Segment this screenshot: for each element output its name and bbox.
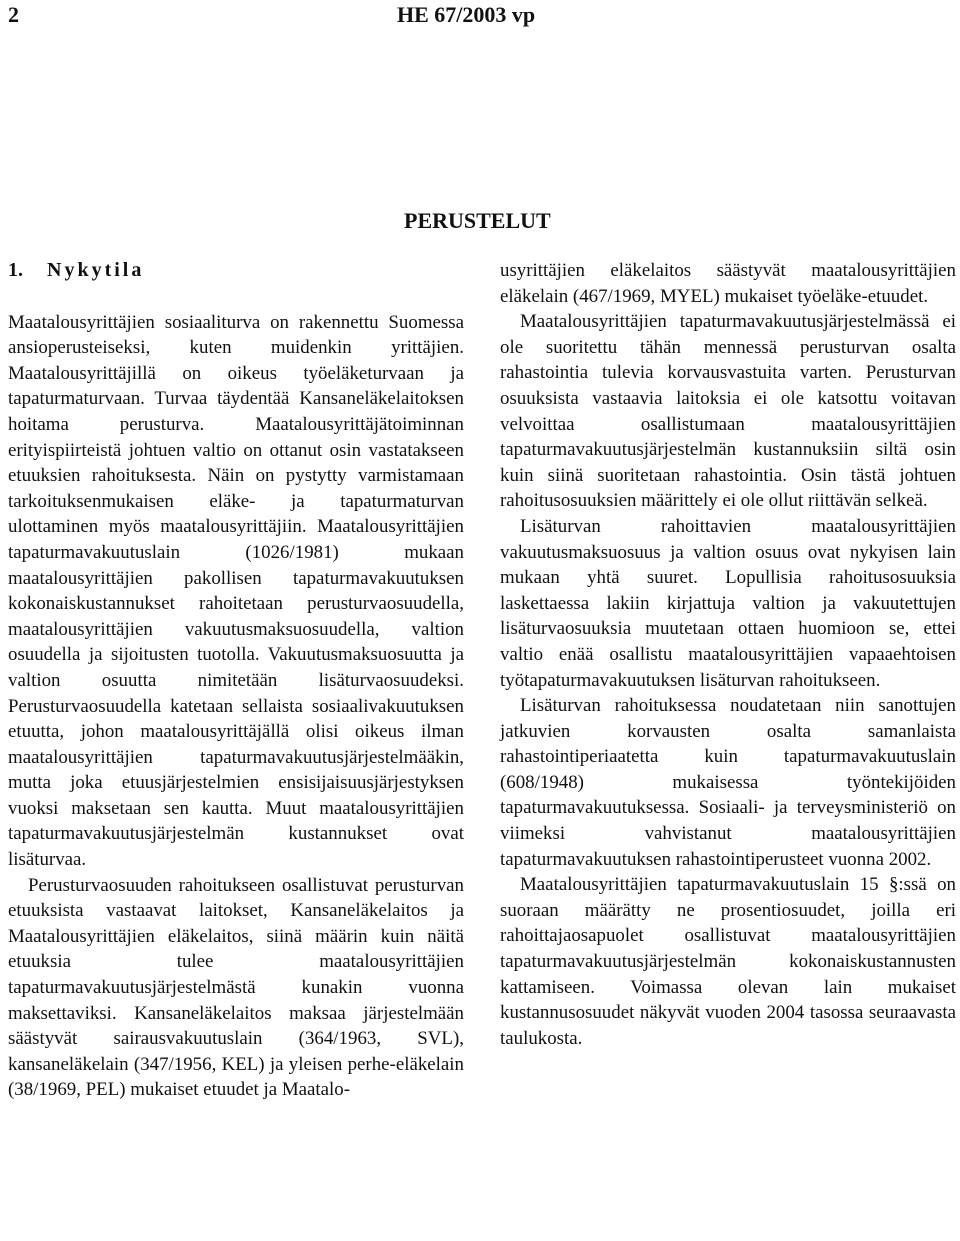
section-title: PERUSTELUT xyxy=(404,208,551,233)
paragraph: Maatalousyrittäjien tapaturmavakuutuslain 15 §:ssä on suoraan määrätty ne prosentiosuudet, joilla eri rahoittajaosapuolet osallistuvat maatalousyrittäjien tapaturmavakuutusjärjestelmän kokonaiskustannusten kattamiseen. Voimassa olevan lain mukaiset kustannusosuudet näkyvät vuoden 2004 tasossa seuraavasta taulukosta. xyxy=(500,874,956,1049)
paragraph: Maatalousyrittäjien sosiaaliturva on rakennettu Suomessa ansioperusteiseksi, kuten muidenkin yrittäjien. Maatalousyrittäjillä on oikeus työeläketurvaan ja tapaturmaturvaan. Turvaa täydentää Kansaneläkelaitoksen hoitama perusturva. Maatalousyrittäjätoiminnan erityispiirteistä johtuen valtio on ottanut osin vastatakseen etuuksien rahoituksesta. Näin on pystytty varmistamaan tarkoituksenmukaisen eläke- ja tapaturmaturvan ulottaminen myös maatalousyrittäjiin. Maatalousyrittäjien tapaturmavakuutuslain (1026/1981) mukaan maatalousyrittäjien pakollisen tapaturmavakuutuksen kokonaiskustannukset rahoitetaan perusturvaosuudella, maatalousyrittäjien vakuutusmaksuosuudella, valtion osuudella ja sijoitusten tuotolla. Vakuutusmaksuosuutta ja valtion osuutta nimitetään lisäturvaosuudeksi. Perusturvaosuudella katetaan sellaista sosiaalivakuutuksen etuutta, johon maatalousyrittäjällä olisi oikeus ilman maatalousyrittäjien tapaturmavakuutusjärjestelmääkin, mutta joka etuusjärjestelmien ensisijaisuusjärjestyksen vuoksi maksetaan sen kautta. Muut maatalousyrittäjien tapaturmavakuutusjärjestelmän kustannukset ovat lisäturvaa. xyxy=(8,311,464,871)
heading-text: Nykytila xyxy=(47,259,145,281)
paragraph: usyrittäjien eläkelaitos säästyvät maatalousyrittäjien eläkelain (467/1969, MYEL) mukaiset työeläke-etuudet. xyxy=(500,260,956,307)
document-id: HE 67/2003 vp xyxy=(397,2,536,27)
section-heading xyxy=(8,258,464,284)
paragraph: Lisäturvan rahoittavien maatalousyrittäjien vakuutusmaksuosuus ja valtion osuus ovat nykyisen lain mukaan yhtä suuret. Lopullisia rahoitusosuuksia laskettaessa lakiin kirjattuja valtion ja vakuutettujen lisäturvaosuuksia muutetaan ottaen huomioon se, ettei valtio enää osallistu maatalousyrittäjien vapaaehtoisen työtapaturmavakuutuksen lisäturvan rahoitukseen. xyxy=(500,515,956,691)
left-column xyxy=(8,258,464,1103)
heading-number: 1. xyxy=(8,259,23,281)
right-column xyxy=(500,258,956,1051)
paragraph: Lisäturvan rahoituksessa noudatetaan niin sanottujen jatkuvien korvausten osalta samanlaista rahastointiperiaatetta kuin tapaturmavakuutuslain (608/1948) mukaisessa työntekijöiden tapaturmavakuutuksessa. Sosiaali- ja terveysministeriö on viimeksi vahvistanut maatalousyrittäjien tapaturmavakuutuksen rahastointiperusteet vuonna 2002. xyxy=(500,695,956,870)
paragraph: Maatalousyrittäjien tapaturmavakuutusjärjestelmässä ei ole suoritettu tähän mennessä perusturvan osalta rahastointia tulevia korvausvastuita varten. Perusturvan osuuksista vastaavia laitoksia ei ole katsottu voitavan velvoittaa osallistumaan maatalousyrittäjien tapaturmavakuutusjärjestelmän kustannuksiin siltä osin kuin siinä suoritetaan rahastointia. Osin tästä johtuen rahoitusosuuksien määrittely ei ole ollut riittävän selkeä. xyxy=(500,311,956,512)
page-number: 2 xyxy=(8,2,19,27)
paragraph: Perusturvaosuuden rahoitukseen osallistuvat perusturvan etuuksista vastaavat laitokset, Kansaneläkelaitos ja Maatalousyrittäjien eläkelaitos, siinä määrin kuin näitä etuuksia tulee maatalousyrittäjien tapaturmavakuutusjärjestelmästä kunakin vuonna maksettaviksi. Kansaneläkelaitos maksaa järjestelmään säästyvät sairausvakuutuslain (364/1963, SVL), kansaneläkelain (347/1956, KEL) ja yleisen perhe-eläkelain (38/1969, PEL) mukaiset etuudet ja Maatalo- xyxy=(8,874,464,1101)
